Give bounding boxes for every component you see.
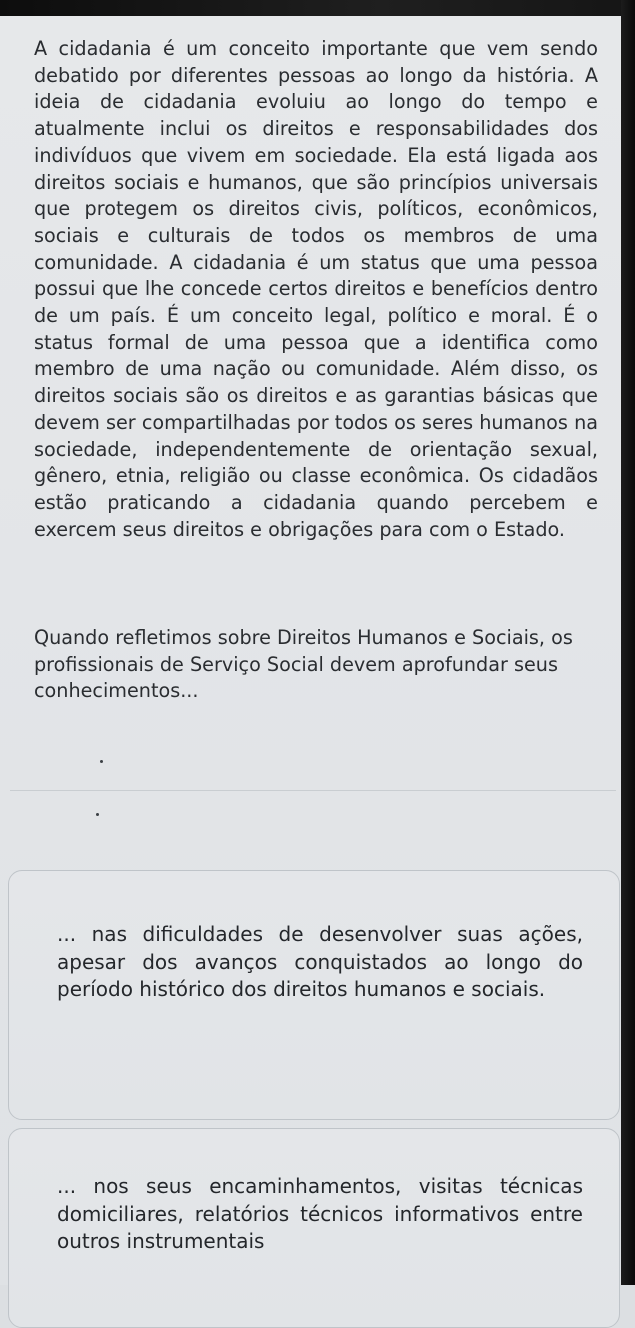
screen [0, 8, 621, 1285]
answer-option-1[interactable] [8, 870, 620, 1120]
device-bezel [621, 0, 635, 1285]
intro-paragraph: A cidadania é um conceito importante que vem sendo debatido por diferentes pessoas ao longo da história. A ideia de cidadania evoluiu ao longo do tempo e atualmente inclui os direitos e responsabilidades dos indivíduos que vivem em sociedade. Ela está ligada aos direitos sociais e humanos, que são princípios universais que protegem os direitos civis, políticos, econômicos, sociais e culturais de todos os membros de uma comunidade. A cidadania é um status que uma pessoa possui que lhe concede certos direitos e benefícios dentro de um país. É um conceito legal, político e moral. É o status formal de uma pessoa que a identifica como membro de uma nação ou comunidade. Além disso, os direitos sociais são os direitos e as garantias básicas que devem ser compartilhadas por todos os seres humanos na sociedade, independentemente de orientação sexual, gênero, etnia, religião ou classe econômica. Os cidadãos estão praticando a cidadania quando percebem e exercem seus direitos e obrigações para com o Estado. [34, 37, 598, 541]
answer-option-text: ... nos seus encaminhamentos, visitas técnicas domiciliares, relatórios técnicos informativos entre outros instrumentais [57, 1174, 583, 1253]
answer-option-2[interactable] [8, 1128, 620, 1328]
stray-dot [96, 813, 99, 816]
question-prompt: Quando refletimos sobre Direitos Humanos e Sociais, os profissionais de Serviço Social devem aprofundar seus conhecimentos... [34, 626, 573, 703]
answer-option-text: ... nas dificuldades de desenvolver suas ações, apesar dos avanços conquistados ao longo do período histórico dos direitos humanos e sociais. [57, 922, 583, 1001]
section-divider [10, 790, 616, 791]
screen-top-edge [0, 0, 635, 16]
stray-dot [100, 760, 103, 763]
